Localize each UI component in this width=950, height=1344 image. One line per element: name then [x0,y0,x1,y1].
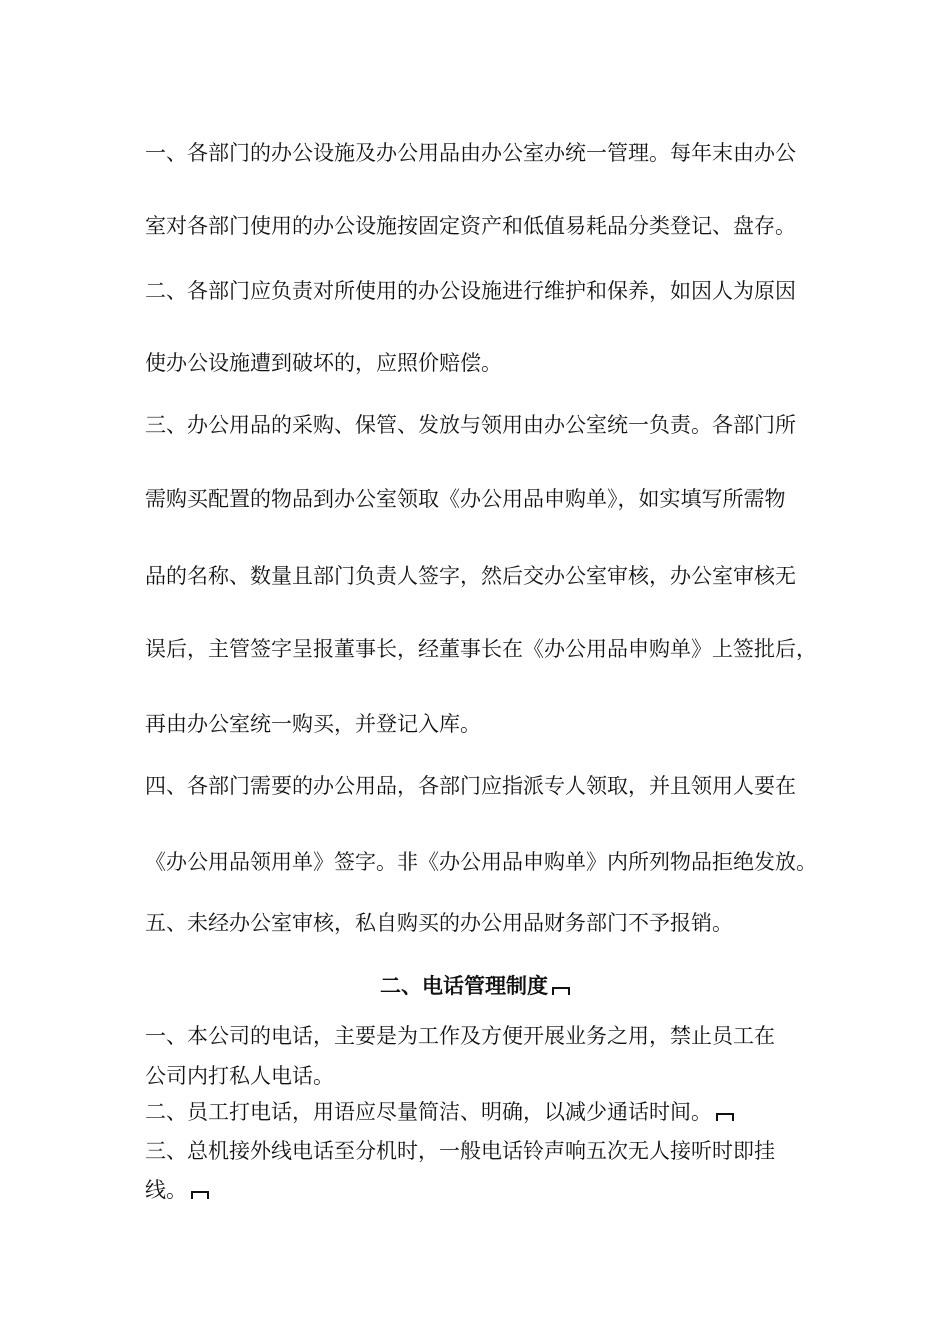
paragraph-line: 一、本公司的电话，主要是为工作及方便开展业务之用，禁止员工在 [145,1024,775,1048]
paragraph-line: 二、各部门应负责对所使用的办公设施进行维护和保养，如因人为原因 [145,279,796,303]
paragraph-line: 《办公用品领用单》签字。非《办公用品申购单》内所列物品拒绝发放。 [145,850,817,874]
paragraph-line: 使办公设施遭到破坏的，应照价赔偿。 [145,351,502,375]
paragraph-line: 再由办公室统一购买，并登记入库。 [145,712,481,736]
paragraph-line: 五、未经办公室审核，私自购买的办公用品财务部门不予报销。 [145,911,733,935]
paragraph-line: 一、各部门的办公设施及办公用品由办公室办统一管理。每年末由办公 [145,141,796,165]
paragraph-line: 误后，主管签字呈报董事长，经董事长在《办公用品申购单》上签批后， [145,637,817,661]
paragraph-line [145,1099,734,1125]
paragraph-line: 三、总机接外线电话至分机时，一般电话铃声响五次无人接听时即挂 [145,1139,775,1163]
paragraph-line: 需购买配置的物品到办公室领取《办公用品申购单》，如实填写所需物 [145,487,786,511]
return-mark-icon [191,1191,209,1199]
return-mark-icon [716,1113,734,1121]
section-heading [0,973,950,999]
section-heading-text: 二、电话管理制度 [380,974,548,998]
paragraph-line: 品的名称、数量且部门负责人签字，然后交办公室审核，办公室审核无 [145,564,796,588]
paragraph-line: 四、各部门需要的办公用品，各部门应指派专人领取，并且领用人要在 [145,774,796,798]
paragraph-line: 公司内打私人电话。 [145,1064,334,1088]
return-mark-icon [552,987,570,995]
paragraph-text: 线。 [145,1178,187,1202]
paragraph-line [145,1177,209,1203]
paragraph-text: 二、员工打电话，用语应尽量简洁、明确，以减少通话时间。 [145,1100,712,1124]
paragraph-line: 室对各部门使用的办公设施按固定资产和低值易耗品分类登记、盘存。 [145,214,796,238]
paragraph-line: 三、办公用品的采购、保管、发放与领用由办公室统一负责。各部门所 [145,413,796,437]
